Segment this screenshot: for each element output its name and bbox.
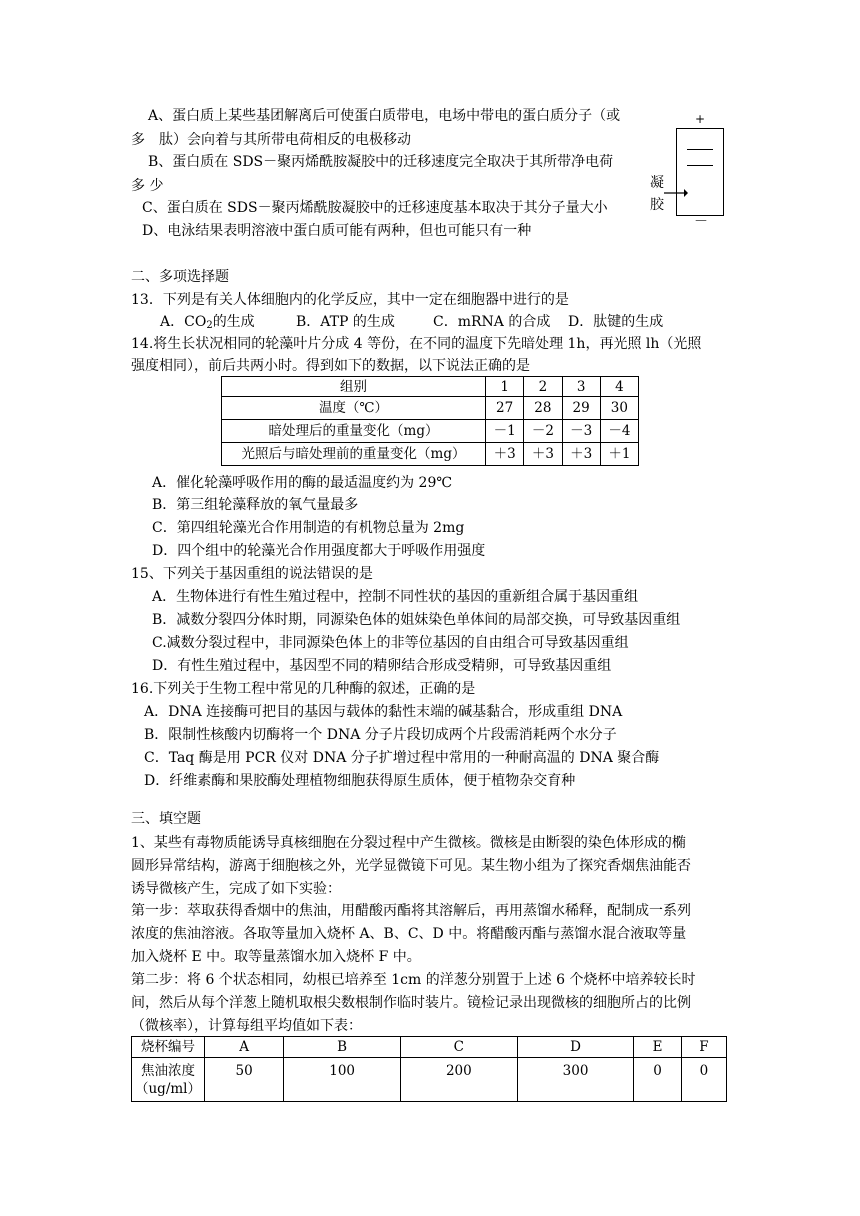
table-cell: －1 [486,420,524,443]
q16-option-c: C．Taq 酶是用 PCR 仪对 DNA 分子扩增过程中常用的一种耐高温的 DNA 聚合酶 [144,750,660,766]
q12-option-d: D、电泳结果表明溶液中蛋白质可能有两种，但也可能只有一种 [142,223,532,239]
q16-option-d: D．纤维素酶和果胶酶处理植物细胞获得原生质体，便于植物杂交育种 [144,773,576,789]
table-cell: B [284,1037,401,1058]
gel-band-1 [687,149,713,150]
table-cell: 100 [284,1058,401,1102]
q13-stem: 13．下列是有关人体细胞内的化学反应，其中一定在细胞器中进行的是 [131,292,569,308]
table-cell: 29 [562,397,600,420]
gel-minus-label: － [694,214,708,230]
gel-box [676,128,724,216]
table-cell: 3 [562,377,600,397]
fill1-step1-line2: 浓度的焦油溶液。各取等量加入烧杯 A、B、C、D 中。将醋酸丙酯与蒸馏水混合液取等量 [131,926,687,942]
table-cell: 暗处理后的重量变化（mg） [222,420,486,443]
table-cell: F [681,1037,726,1058]
gel-label-1: 凝 [650,175,664,191]
q16-option-b: B．限制性核酸内切酶将一个 DNA 分子片段切成两个片段需消耗两个水分子 [144,727,617,743]
q14-stem-line1: 14.将生长状况相同的轮藻叶片分成 4 等份，在不同的温度下先暗处理 1h，再光照 lh（光照 [131,336,702,352]
gel-arrow-icon [664,188,688,198]
table-cell: D [517,1037,634,1058]
table-cell: ＋3 [486,443,524,466]
q15-option-b: B．减数分裂四分体时期，同源染色体的姐妹染色单体间的局部交换，可导致基因重组 [152,612,681,628]
q12-option-b-line2: 多 少 [131,178,164,194]
table-cell: 4 [600,377,638,397]
table-cell: 0 [681,1058,726,1102]
table-row [222,377,639,397]
table-cell: 组别 [222,377,486,397]
q14-option-d: D．四个组中的轮藻光合作用强度都大于呼吸作用强度 [152,543,486,559]
fill1-step2-line2: 间，然后从每个洋葱上随机取根尖数根制作临时装片。镜检记录出现微核的细胞所占的比例 [131,995,691,1011]
q14-option-b: B．第三组轮藻释放的氧气量最多 [152,497,359,513]
table-cell: 光照后与暗处理前的重量变化（mg） [222,443,486,466]
q15-option-d: D．有性生殖过程中，基因型不同的精卵结合形成受精卵，可导致基因重组 [152,658,612,674]
table-row [222,443,639,466]
q14-stem-line2: 强度相同），前后共两小时。得到如下的数据，以下说法正确的是 [131,358,530,374]
gel-band-2 [687,165,713,166]
table-row [222,420,639,443]
q14-data-table [221,376,639,466]
table-cell: 30 [600,397,638,420]
table-cell: －4 [600,420,638,443]
q13-option-d: D．肽键的生成 [568,314,664,330]
fill1-step1-line1: 第一步：萃取获得香烟中的焦油，用醋酸丙酯将其溶解后，再用蒸馏水稀释，配制成一系列 [131,903,691,919]
gel-label-2: 胶 [650,197,664,213]
table-cell [132,1058,205,1102]
q13-option-c: C．mRNA 的合成 [433,314,551,330]
section-3-heading: 三、填空题 [131,811,201,827]
q12-option-b-line1: B、蛋白质在 SDS－聚丙烯酰胺凝胶中的迁移速度完全取决于其所带净电荷 [148,154,614,170]
fill1-step2-line1: 第二步：将 6 个状态相同，幼根已培养至 1cm 的洋葱分别置于上述 6 个烧杯中培养较长时 [131,972,696,988]
q12-option-a-line1: A、蛋白质上某些基团解离后可使蛋白质带电，电场中带电的蛋白质分子（或 [148,108,621,124]
table-cell: －2 [524,420,562,443]
table-cell: ＋3 [562,443,600,466]
q12-option-c: C、蛋白质在 SDS－聚丙烯酰胺凝胶中的迁移速度基本取决于其分子量大小 [142,200,608,216]
q16-stem: 16.下列关于生物工程中常见的几种酶的叙述，正确的是 [131,681,476,697]
table-cell: 27 [486,397,524,420]
q14-option-c: C．第四组轮藻光合作用制造的有机物总量为 2mg [152,520,465,536]
table-cell: 0 [634,1058,681,1102]
fill1-paragraph-line2: 圆形异常结构，游离于细胞核之外，光学显微镜下可见。某生物小组为了探究香烟焦油能否 [131,858,691,874]
gel-plus-label: + [695,112,706,126]
q13-option-b: B．ATP 的生成 [296,314,395,330]
section-2-heading: 二、多项选择题 [131,269,229,285]
table-cell: 温度（℃） [222,397,486,420]
table-row [132,1058,727,1102]
table-cell: 28 [524,397,562,420]
table-cell: ＋3 [524,443,562,466]
table-cell: ＋1 [600,443,638,466]
q15-option-a: A．生物体进行有性生殖过程中，控制不同性状的基因的重新组合属于基因重组 [152,589,639,605]
fill1-step1-line3: 加入烧杯 E 中。取等量蒸馏水加入烧杯 F 中。 [131,949,421,965]
q15-stem: 15、下列关于基因重组的说法错误的是 [131,566,373,582]
fill1-paragraph-line3: 诱导微核产生，完成了如下实验： [131,881,341,897]
concentration-unit: （ug/ml） [134,1080,201,1097]
table-cell: 烧杯编号 [132,1037,205,1058]
table-cell: 1 [486,377,524,397]
q16-option-a: A．DNA 连接酶可把目的基因与载体的黏性末端的碱基黏合，形成重组 DNA [144,704,623,720]
q12-option-a-line2: 多 肽）会向着与其所带电荷相反的电极移动 [131,132,411,148]
q14-option-a: A．催化轮藻呼吸作用的酶的最适温度约为 29℃ [152,475,453,491]
table-cell: 50 [205,1058,284,1102]
table-cell: 2 [524,377,562,397]
q15-option-c: C.减数分裂过程中，非同源染色体上的非等位基因的自由组合可导致基因重组 [152,635,629,651]
table-cell: 300 [517,1058,634,1102]
table-cell: E [634,1037,681,1058]
concentration-label: 焦油浓度 [141,1062,195,1079]
table-row [132,1037,727,1058]
fill1-step2-line3: （微核率），计算每组平均值如下表： [131,1018,362,1034]
table-row [222,397,639,420]
q13-option-a: A．$CO_2$的生成 [160,314,255,331]
table-cell: －3 [562,420,600,443]
table-cell: C [400,1037,517,1058]
fill1-paragraph-line1: 1、某些有毒物质能诱导真核细胞在分裂过程中产生微核。微核是由断裂的染色体形成的椭 [131,835,686,851]
table-cell: 200 [400,1058,517,1102]
beaker-table [131,1036,727,1102]
table-cell: A [205,1037,284,1058]
